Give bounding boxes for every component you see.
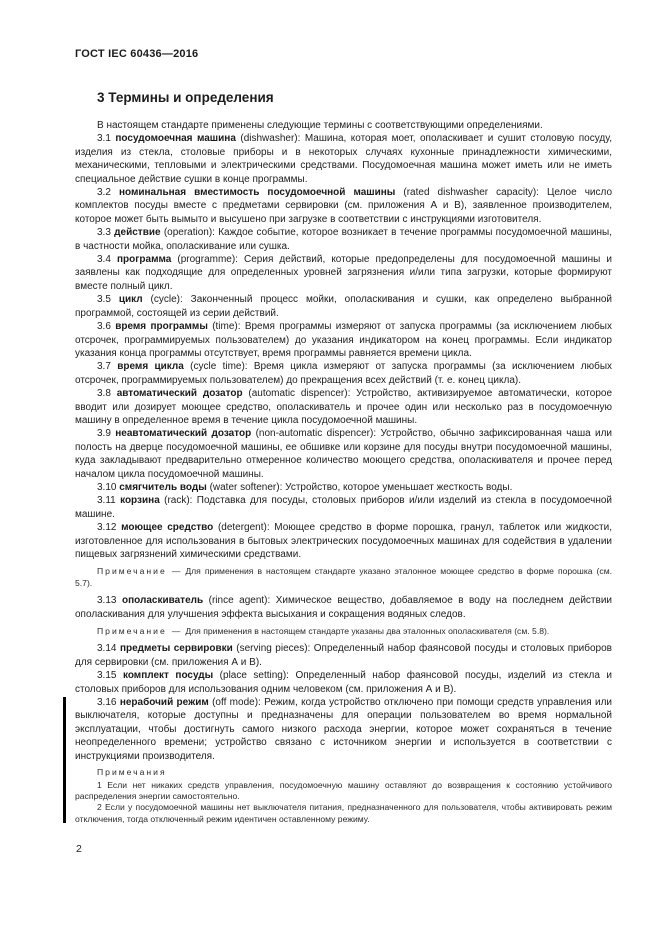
term-text: (automatic dispencer): Устройство, активизируемое автоматически, которое вводит или дозирует моющее средство, ополаскиватель и прочее один или несколько раз в посудомоечную машину в определенное время в течение цикла посудомоечной машины.: [75, 388, 613, 426]
term-definition: [75, 594, 612, 621]
term-text: (rated dishwasher capacity): Целое число комплектов посуды вместе с предметами сервировки (см. приложения А и В), заявленное производителем, которое может быть вымыто и высушено при загрузке в соответствии с инструкциями изготовителя.: [75, 187, 613, 225]
term-definition: [75, 293, 612, 320]
term-definition: [75, 186, 612, 226]
term-number: 3.11: [97, 495, 116, 507]
term-number: 3.2: [97, 187, 111, 199]
doc-header: ГОСТ IEC 60436—2016: [75, 48, 199, 60]
term-number: 3.7: [97, 361, 111, 373]
notes-items: [75, 780, 612, 826]
term-text: (place setting): Определенный набор фаянсовой посуды, изделий из стекла и столовых приборов для использования одним человеком (см. приложения А и В).: [75, 670, 612, 695]
term-definition: [75, 521, 612, 561]
term-text: (cycle): Законченный процесс мойки, ополаскивания и сушки, как определено выбранной программой, состоящей из серии действий.: [75, 294, 613, 319]
note-text: Для применения в настоящем стандарте указано эталонное моющее средство в форме порошка (см. 5.7).: [75, 566, 612, 588]
term-text: (rince agent): Химическое вещество, добавляемое в воду на последнем действии ополаскивания для улучшения эффекта высыхания и сокращения водяных следов.: [75, 595, 612, 620]
term-name: номинальная вместимость посудомоечной машины: [118, 187, 396, 199]
section-title: 3 Термины и определения: [97, 90, 274, 105]
term-definition: [75, 642, 612, 669]
note-dash: —: [171, 626, 181, 637]
term-name: смягчитель воды: [119, 481, 207, 493]
term-text: (time): Время программы измеряют от запуска программы (за исключением любых отсрочек, программируемых пользователем) до указания индикатором на конец программы. Если индикатор указания конца программы отсутствует, время программы равняется времени цикла.: [75, 321, 612, 359]
term-number: 3.12: [97, 522, 117, 534]
note-dash: —: [171, 566, 181, 577]
term-name: автоматический дозатор: [116, 388, 243, 400]
term-name: комплект посуды: [122, 670, 214, 682]
term-text: (water softener): Устройство, которое уменьшает жесткость воды.: [209, 481, 513, 493]
term-number: 3.4: [97, 254, 111, 266]
term-name: время цикла: [117, 361, 184, 373]
term-text: (dishwasher): Машина, которая моет, ополаскивает и сушит столовую посуду, изделия из стекла, столовые приборы и в некоторых случаях кухонные принадлежности химическими, механическими, тепловыми и электрическими средствами. Посудомоечная машина может иметь или не иметь специальное действие сушки в конце программы.: [75, 133, 613, 185]
term-definition: [75, 494, 612, 521]
note-label: Примечание: [97, 566, 167, 577]
term-definition: [75, 427, 612, 481]
term-text: (rack): Подставка для посуды, столовых приборов и/или изделий из стекла в посудомоечной машине.: [75, 495, 612, 520]
term-name: действие: [114, 227, 161, 239]
term-name: время программы: [115, 321, 208, 333]
notes-heading: Примечания: [97, 767, 167, 778]
notes-group: [75, 767, 612, 825]
term-number: 3.13: [97, 595, 117, 607]
term-name: посудомоечная машина: [115, 133, 236, 145]
change-bar-section: [75, 696, 612, 825]
term-name: нерабочий режим: [119, 697, 209, 709]
term-definition: [75, 320, 612, 360]
term-name: программа: [116, 254, 172, 266]
term-definition: [75, 481, 612, 494]
term-text: (off mode): Режим, когда устройство отключено при помощи средств управления или выключателя, которые доступны и предназначены для операции пользователем во время нормальной эксплуатации, чтобы достигнуть самого низкого расхода энергии, которое может сохраняться в течение неопределенного времени; устройство связано с источником энергии и используется в соответствии с инструкциями производителя.: [75, 697, 612, 762]
note-label: Примечание: [97, 626, 167, 637]
term-definition: [75, 387, 612, 427]
note-item: 1 Если нет никаких средств управления, посудомоечную машину оставляют до возвращения к состоянию устойчивого распределения энергии самостоятельно.: [75, 779, 612, 801]
term-number: 3.5: [97, 294, 111, 306]
term-number: 3.15: [97, 670, 117, 682]
term-number: 3.10: [97, 481, 117, 493]
term-definition: [75, 669, 612, 696]
term-number: 3.9: [97, 428, 111, 440]
intro-paragraph: В настоящем стандарте применены следующие термины с соответствующими определениями.: [97, 120, 543, 131]
content-blocks: [75, 119, 612, 825]
term-name: предметы сервировки: [119, 643, 233, 655]
term-definition: [75, 696, 612, 763]
term-number: 3.8: [97, 388, 111, 400]
page-number: 2: [76, 843, 82, 855]
term-number: 3.6: [97, 321, 111, 333]
term-definition: [75, 226, 612, 253]
term-definition: [75, 132, 612, 186]
term-name: цикл: [118, 294, 143, 306]
term-name: неавтоматический дозатор: [115, 428, 252, 440]
term-number: 3.16: [97, 697, 117, 709]
term-name: моющее средство: [121, 522, 214, 534]
term-text: (non-automatic dispencer): Устройство, обычно зафиксированная чаша или полость на дверце посудомоечной машины, ее обшивке или корзине для посуды внутри посудомоечной машины, куда закладывают предварительно отмеренное количество моющего средства, ополаскивателя и прочее перед началом цикла посудомоечной машины.: [75, 428, 613, 480]
term-text: (operation): Каждое событие, которое возникает в течение программы посудомоечной машины, в частности мойка, ополаскивание или сушка.: [75, 227, 613, 252]
term-text: (programme): Серия действий, которые предопределены для посудомоечной машины и заявлены как подходящие для определенных уровней загрязнения и/или типа загрузки, которые формируют вместе полный цикл.: [75, 254, 613, 292]
note-text: Для применения в настоящем стандарте указаны два эталонных ополаскивателя (см. 5.8).: [185, 626, 550, 637]
term-text: (serving pieces): Определенный набор фаянсовой посуды и столовых приборов для сервировки (см. приложения А и В).: [75, 643, 612, 668]
term-name: корзина: [120, 495, 160, 507]
note-item: 2 Если у посудомоечной машины нет выключателя питания, предназначенного для пользователя, чтобы активировать режим отключения, тогда отключенный режим идентичен оставленному режиму.: [75, 802, 612, 824]
term-number: 3.14: [97, 643, 117, 655]
term-definition: [75, 360, 612, 387]
term-number: 3.1: [97, 133, 111, 145]
term-text: (detergent): Моющее средство в форме порошка, гранул, таблеток или жидкости, изготовленное для использования в бытовых электрических посудомоечных машинах для содействия в удалении пищевых загрязнений химическими средствами.: [75, 522, 612, 560]
term-definition: [75, 253, 612, 293]
term-text: (cycle time): Время цикла измеряют от запуска программы (за исключением любых отсрочек, программируемых пользователем) до прекращения всех действий (т. е. конец цикла).: [75, 361, 613, 386]
note: [75, 566, 612, 589]
term-name: ополаскиватель: [121, 595, 204, 607]
term-number: 3.3: [97, 227, 111, 239]
note: [75, 626, 612, 637]
